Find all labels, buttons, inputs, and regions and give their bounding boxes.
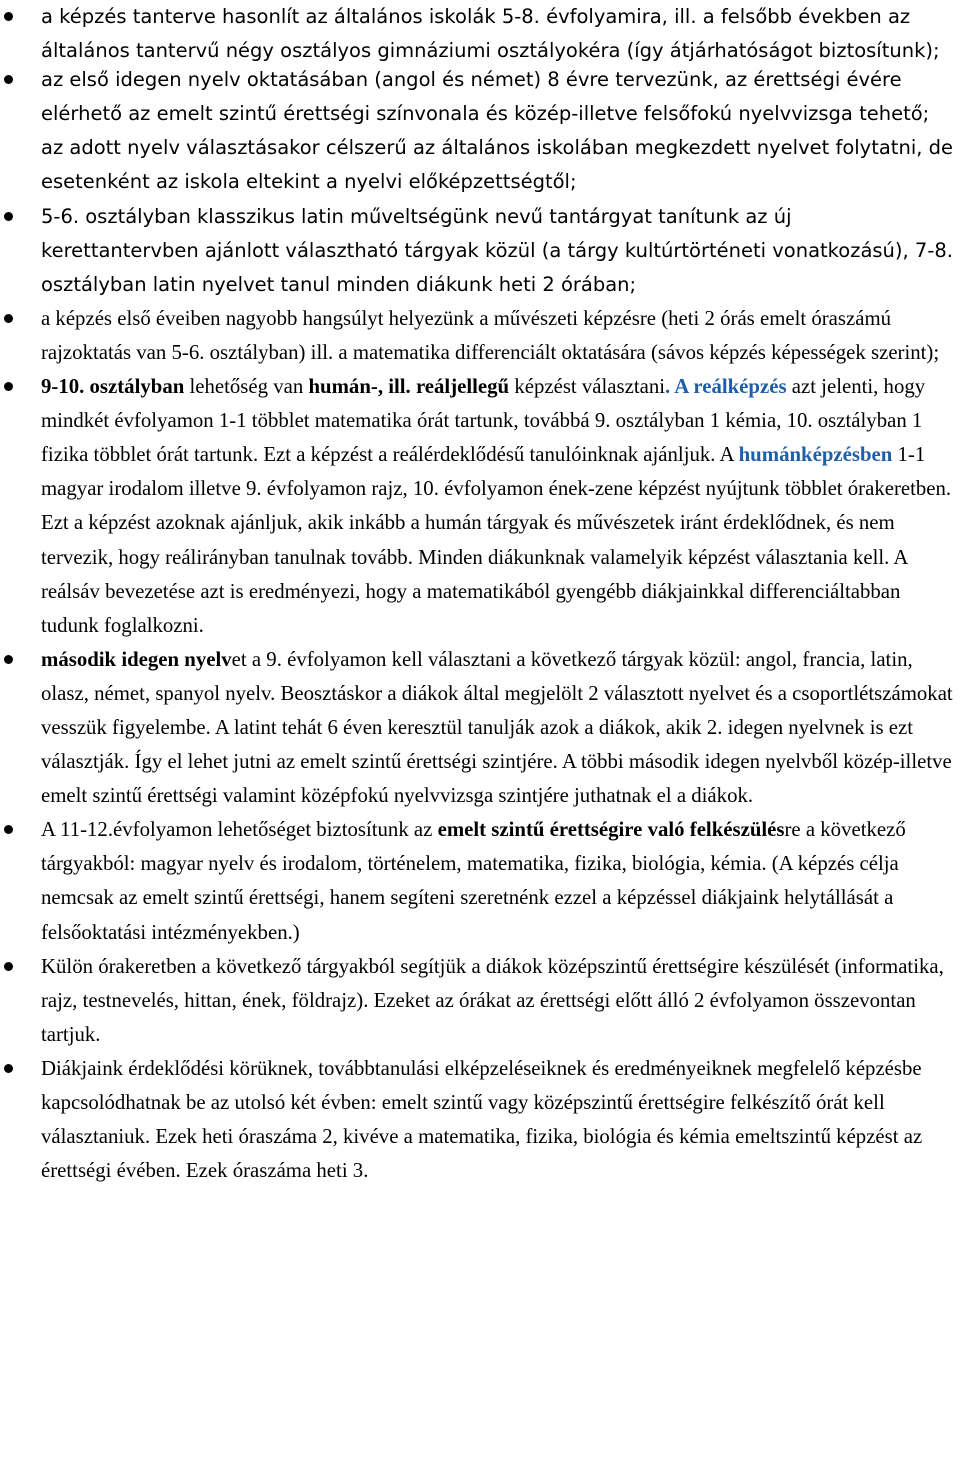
list-item: [0, 0, 954, 68]
body-text: A 11-12.évfolyamon lehetőséget biztosítunk az: [41, 818, 438, 842]
emphasis-text: humán-, ill. reáljellegű: [308, 375, 510, 399]
list-item: [0, 643, 954, 813]
body-text: lehetőség van: [184, 375, 309, 399]
emphasis-text: 9-10.: [41, 375, 90, 399]
bullet-icon: [4, 962, 13, 971]
list-item: [0, 302, 954, 370]
list-item: [0, 370, 954, 643]
emphasis-text: emelt szintű érettségire való felkészülés: [437, 818, 785, 842]
body-text: 5-6. osztályban klasszikus latin műveltségünk nevű tantárgyat tanítunk az új kerettantervben ajánlott választható tárgyak közül (a tárgy kultúrtörténeti vonatkozású), 7-8. osztályban latin nyelvet tanul minden diákunk heti 2 órában;: [41, 204, 953, 296]
list-item: [0, 1052, 954, 1188]
body-text: a képzés tanterve hasonlít az általános iskolák 5-8. évfolyamira, ill. a felsőbb években az általános tantervű négy osztályos gimnáziumi osztályokéra (így átjárhatóságot biztosítunk);: [41, 5, 940, 63]
bullet-icon: [4, 75, 13, 84]
bullet-icon: [4, 12, 13, 21]
list-item: [0, 950, 954, 1052]
emphasis-text: humánképzésben: [738, 443, 893, 467]
list-item: [0, 200, 954, 302]
list-item: [0, 63, 954, 199]
bullet-icon: [4, 825, 13, 834]
body-text: re a következő tárgyakból: magyar nyelv és irodalom, történelem, matematika, fizika, biológia, kémia. (A képzés célja nemcsak az emelt szintű érettségi, hanem segíteni szeretnénk ezzel a képzéssel diákjaink helytállását a felsőoktatási intézményekben.): [41, 818, 906, 944]
body-text: az első idegen nyelv oktatásában (angol és német) 8 évre tervezünk, az érettségi évére elérhető az emelt szintű érettségi színvonala és közép-illetve felsőfokú nyelvvizsga tehető; az adott nyelv választásakor célszerű az általános iskolában megkezdett nyelvet folytatni, de esetenként az iskola eltekint a nyelvi előképzettségtől;: [41, 68, 954, 194]
bullet-icon: [4, 382, 13, 391]
emphasis-text: . A reálképzés: [665, 375, 787, 399]
body-text: Diákjaink érdeklődési körüknek, továbbtanulási elképzeléseiknek és eredményeiknek megfelelő képzésbe kapcsolódhatnak be az utolsó két évben: emelt szintű vagy középszintű érettségire felkészítő órát kell választaniuk. Ezek heti óraszáma 2, kivéve a matematika, fizika, biológia és kémia emeltszintű képzést az érettségi évében. Ezek óraszáma heti 3.: [41, 1056, 923, 1183]
emphasis-text: második idegen nyelv: [41, 647, 232, 671]
bullet-icon: [4, 314, 13, 323]
body-text: 1-1 magyar irodalom illetve 9. évfolyamon rajz, 10. évfolyamon ének-zene képzést nyújtunk többlet órakeretben. Ezt a képzést azoknak ajánljuk, akik inkább a humán tárgyak és művészetek iránt érdeklődnek, és nem tervezik, hogy reálirányban tanulnak tovább. Minden diákunknak valamelyik képzést választania kell. A reálsáv bevezetése azt is eredményezi, hogy a matematikából gyengébb diákjainkkal differenciáltabban tudunk foglalkozni.: [41, 443, 952, 637]
bullet-icon: [4, 655, 13, 664]
list-item: [0, 813, 954, 949]
body-text: Külön órakeretben a következő tárgyakból segítjük a diákok középszintű érettségire készülését (informatika, rajz, testnevelés, hittan, ének, földrajz). Ezeket az órákat az érettségi előtt álló 2 évfolyamon összevontan tartjuk.: [41, 954, 944, 1046]
emphasis-text: osztályban: [89, 375, 185, 399]
body-text: a képzés első éveiben nagyobb hangsúlyt helyezünk a művészeti képzésre (heti 2 órás emelt óraszámú rajzoktatás van 5-6. osztályban) ill. a matematika differenciált oktatására (sávos képzés képességek szerint);: [41, 306, 940, 364]
body-text: képzést választani: [509, 375, 666, 399]
body-text: azt jelenti, hogy mindkét évfolyamon 1-1 többlet matematika órát tartunk, továbbá 9. osztályban 1 kémia, 10. osztályban 1 fizika többlet órát tartunk. Ezt a képzést a reálérdeklődésű tanulóinknak ajánljuk. A: [41, 375, 926, 467]
bullet-icon: [4, 1064, 13, 1073]
bullet-icon: [4, 212, 13, 221]
body-text: et a 9. évfolyamon kell választani a következő tárgyak közül: angol, francia, latin, olasz, német, spanyol nyelv. Beosztáskor a diákok által megjelölt 2 választott nyelvet és a csoportlétszámokat vesszük figyelembe. A latint tehát 6 éven keresztül tanulják azok a diákok, akik 2. idegen nyelvnek is ezt választják. Így el lehet jutni az emelt szintű érettségi szintjére. A többi második idegen nyelvből közép-illetve emelt szintű érettségi valamint középfokú nyelvvizsga szintjére juthatnak el a diákok.: [41, 647, 953, 808]
